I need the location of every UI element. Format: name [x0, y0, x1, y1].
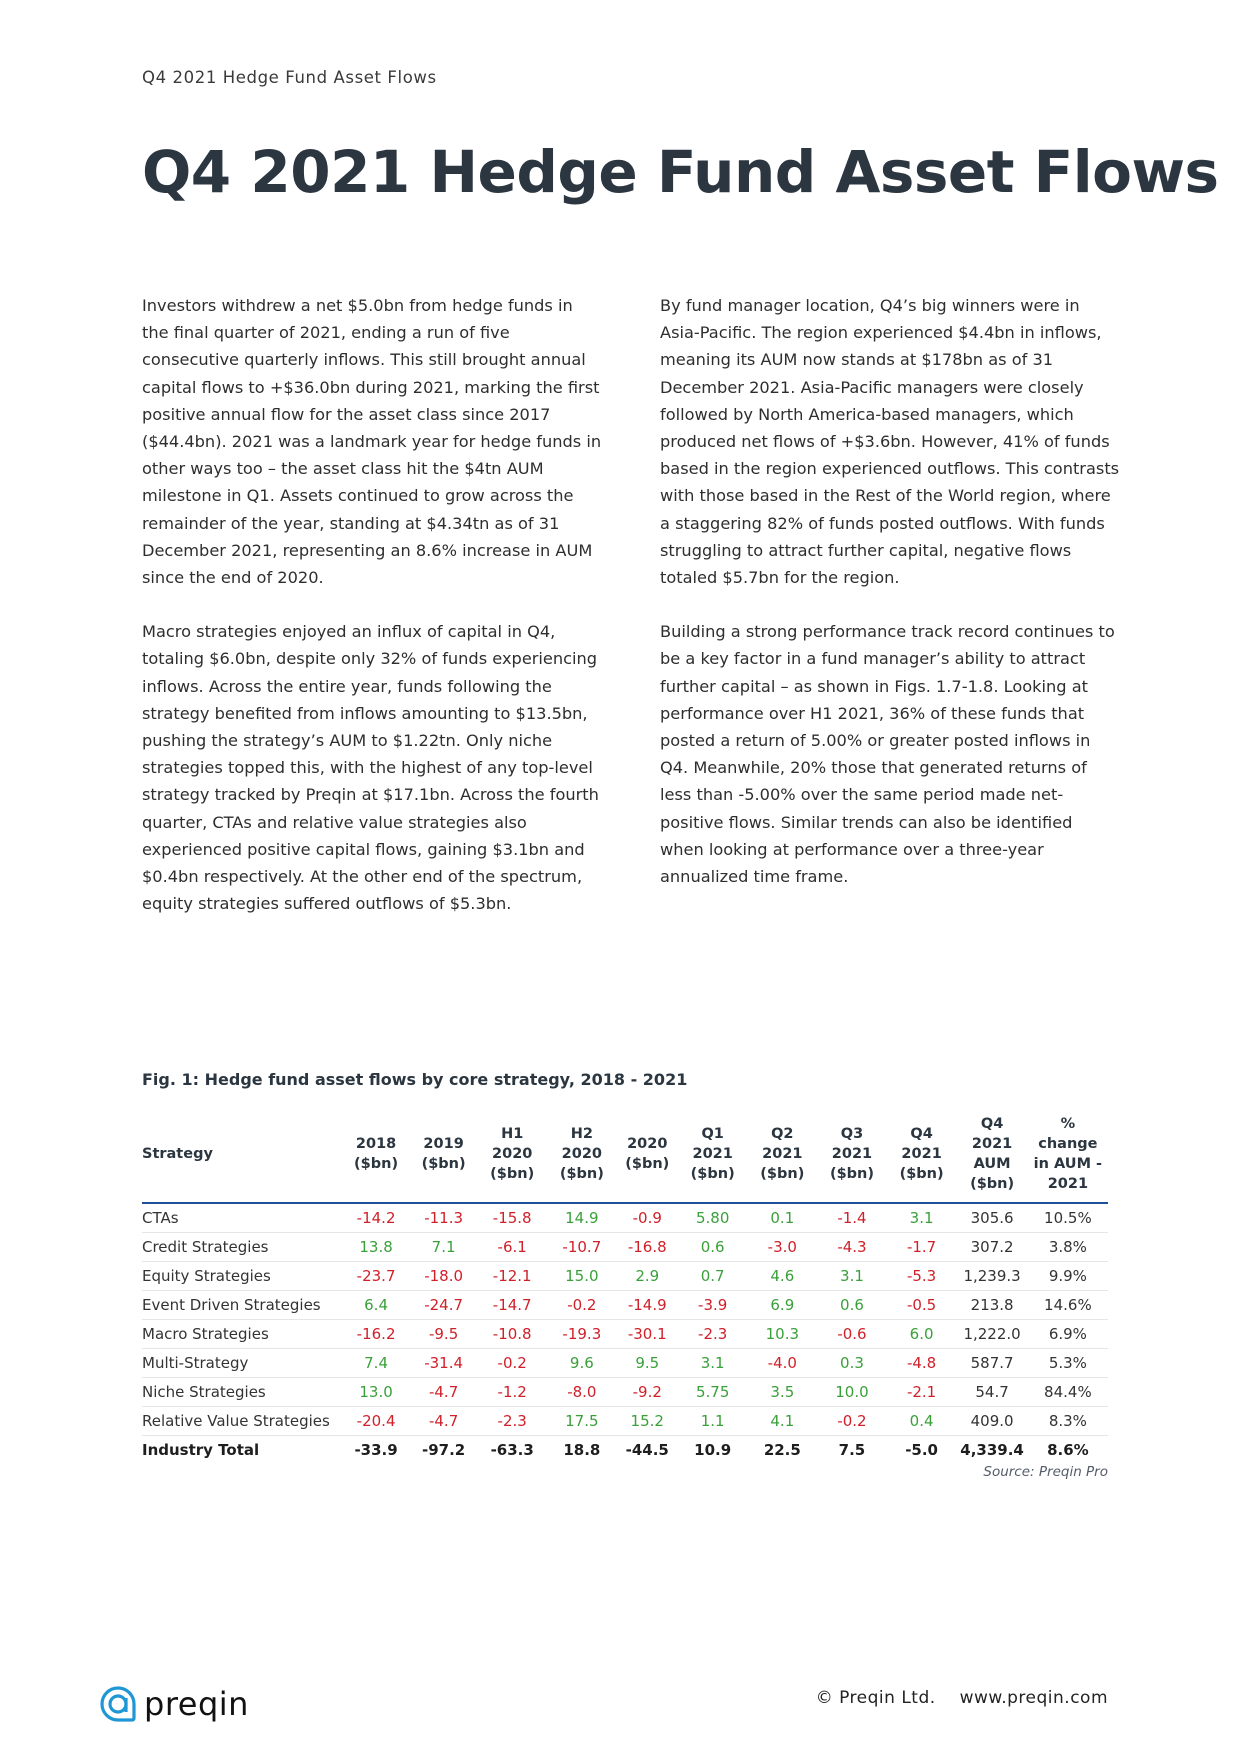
pct-change-cell: 84.4%: [1028, 1378, 1108, 1407]
flow-value-cell: -2.1: [887, 1378, 957, 1407]
strategy-name-cell: Relative Value Strategies: [142, 1407, 342, 1436]
flow-value-cell: 18.8: [563, 1441, 601, 1459]
header-label: Q4 2021: [901, 1126, 942, 1162]
flow-value-cell: -24.7: [410, 1291, 478, 1320]
pct-change-cell: 8.3%: [1028, 1407, 1108, 1436]
header-label: ($bn): [559, 1166, 604, 1182]
column-header: [817, 1110, 887, 1203]
aum-cell: 1,222.0: [956, 1320, 1027, 1349]
flow-value-cell: -4.8: [887, 1349, 957, 1378]
flow-value-cell: -4.7: [410, 1378, 478, 1407]
aum-cell: 4,339.4: [960, 1441, 1024, 1459]
flow-value-cell: 15.0: [547, 1262, 617, 1291]
header-label: ($bn): [625, 1156, 670, 1172]
aum-cell: 213.8: [956, 1291, 1027, 1320]
aum-cell: 1,239.3: [956, 1262, 1027, 1291]
flow-value-cell: 6.9: [748, 1291, 818, 1320]
flow-value-cell: -33.9: [354, 1441, 398, 1459]
header-label: ($bn): [490, 1166, 535, 1182]
flow-value-cell: -15.8: [477, 1203, 547, 1233]
flow-value-cell: -97.2: [421, 1441, 466, 1459]
flow-value-cell: -9.5: [410, 1320, 478, 1349]
flow-value-cell: 0.4: [887, 1407, 957, 1436]
column-header: [617, 1110, 678, 1203]
table-row: [142, 1320, 1108, 1349]
header-label: 2018: [355, 1136, 397, 1152]
flow-value-cell: -5.0: [905, 1441, 938, 1459]
column-header: [477, 1110, 547, 1203]
pct-change-cell: 10.5%: [1028, 1203, 1108, 1233]
column-header: [410, 1110, 478, 1203]
flow-value-cell: 10.3: [748, 1320, 818, 1349]
flow-value-cell: 0.1: [748, 1203, 818, 1233]
header-label: 2020: [627, 1136, 668, 1152]
header-label: ($bn): [354, 1156, 399, 1172]
left-text-column: [142, 292, 602, 944]
header-label: in AUM -: [1033, 1156, 1103, 1172]
column-header: [342, 1110, 410, 1203]
flow-value-cell: 9.6: [547, 1349, 617, 1378]
flow-value-cell: 3.1: [887, 1203, 957, 1233]
flow-value-cell: 7.1: [410, 1233, 478, 1262]
flow-value-cell: 4.1: [748, 1407, 818, 1436]
strategy-name-cell: Multi-Strategy: [142, 1349, 342, 1378]
flow-value-cell: 17.5: [547, 1407, 617, 1436]
flow-value-cell: 0.7: [678, 1262, 748, 1291]
table-row: [142, 1291, 1108, 1320]
table-row: [142, 1203, 1108, 1233]
header-label: AUM: [973, 1156, 1011, 1172]
preqin-logo: [98, 1684, 249, 1724]
strategy-name-cell: Niche Strategies: [142, 1378, 342, 1407]
header-label: Q1 2021: [692, 1126, 733, 1162]
strategy-name-cell: Event Driven Strategies: [142, 1291, 342, 1320]
flow-value-cell: -3.0: [748, 1233, 818, 1262]
flow-value-cell: -44.5: [625, 1441, 669, 1459]
aum-cell: 54.7: [956, 1378, 1027, 1407]
flow-value-cell: -23.7: [342, 1262, 410, 1291]
logo-wordmark: preqin: [144, 1685, 249, 1723]
flow-value-cell: 15.2: [617, 1407, 678, 1436]
flow-value-cell: 5.75: [678, 1378, 748, 1407]
header-label: ($bn): [421, 1156, 466, 1172]
flow-value-cell: -0.2: [817, 1407, 887, 1436]
flow-value-cell: -14.7: [477, 1291, 547, 1320]
header-label: 2021: [1047, 1176, 1089, 1192]
header-label: ($bn): [899, 1166, 944, 1182]
flow-value-cell: -5.3: [887, 1262, 957, 1291]
paragraph: Investors withdrew a net $5.0bn from hedge funds in the final quarter of 2021, ending a run of five consecutive quarterly inflows. This still brought annual capital flows to +$36.0bn during 2021, marking the first positive annual flow for the asset class since 2017 ($44.4bn). 2021 was a landmark year for hedge funds in other ways too – the asset class hit the $4tn AUM milestone in Q1. Assets continued to grow across the remainder of the year, standing at $4.34tn as of 31 December 2021, representing an 8.6% increase in AUM since the end of 2020.: [142, 296, 602, 588]
header-label: ($bn): [690, 1166, 735, 1182]
paragraph: Building a strong performance track record continues to be a key factor in a fund manager’s ability to attract further capital – as shown in Figs. 1.7-1.8. Looking at performance over H1 2021, 36% of these funds that posted a return of 5.00% or greater posted inflows in Q4. Meanwhile, 20% those that generated returns of less than -5.00% over the same period made net-positive flows. Similar trends can also be identified when looking at performance over a three-year annualized time frame.: [660, 622, 1115, 887]
header-label: ($bn): [760, 1166, 805, 1182]
copyright-text: © Preqin Ltd.: [815, 1688, 936, 1708]
flow-value-cell: 7.5: [838, 1441, 866, 1459]
flow-value-cell: -18.0: [410, 1262, 478, 1291]
flow-value-cell: -0.5: [887, 1291, 957, 1320]
pct-change-cell: 14.6%: [1028, 1291, 1108, 1320]
table-header-row: [142, 1110, 1108, 1203]
flow-value-cell: -2.3: [678, 1320, 748, 1349]
asset-flows-table: [142, 1110, 1108, 1464]
pct-change-cell: 5.3%: [1028, 1349, 1108, 1378]
flow-value-cell: -16.2: [342, 1320, 410, 1349]
flow-value-cell: -2.3: [477, 1407, 547, 1436]
flow-value-cell: 13.8: [342, 1233, 410, 1262]
flow-value-cell: 0.3: [817, 1349, 887, 1378]
header-label: Q2 2021: [762, 1126, 803, 1162]
aum-cell: 305.6: [956, 1203, 1027, 1233]
flow-value-cell: 9.5: [617, 1349, 678, 1378]
flow-value-cell: -10.8: [477, 1320, 547, 1349]
header-label: ($bn): [829, 1166, 874, 1182]
flow-value-cell: 10.0: [817, 1378, 887, 1407]
column-header: [748, 1110, 818, 1203]
column-header: [887, 1110, 957, 1203]
flow-value-cell: -0.2: [477, 1349, 547, 1378]
flow-value-cell: -20.4: [342, 1407, 410, 1436]
right-text-column: [660, 292, 1120, 917]
table-row: [142, 1262, 1108, 1291]
flow-value-cell: -4.0: [748, 1349, 818, 1378]
table-row: [142, 1407, 1108, 1436]
flow-value-cell: 3.5: [748, 1378, 818, 1407]
flow-value-cell: -1.7: [887, 1233, 957, 1262]
figure-title: Fig. 1: Hedge fund asset flows by core strategy, 2018 - 2021: [142, 1070, 688, 1089]
preqin-at-logo-icon: [98, 1684, 138, 1724]
flow-value-cell: -4.3: [817, 1233, 887, 1262]
running-header: Q4 2021 Hedge Fund Asset Flows: [142, 68, 437, 87]
header-label: Q4 2021: [971, 1116, 1013, 1152]
flow-value-cell: 22.5: [763, 1441, 801, 1459]
strategy-name-cell: Equity Strategies: [142, 1262, 342, 1291]
website-link[interactable]: www.preqin.com: [959, 1688, 1108, 1708]
flow-value-cell: -16.8: [617, 1233, 678, 1262]
table-total-row: [142, 1436, 1108, 1465]
flow-value-cell: 2.9: [617, 1262, 678, 1291]
header-label: H1 2020: [492, 1126, 533, 1162]
flow-value-cell: 3.1: [817, 1262, 887, 1291]
flow-value-cell: -12.1: [477, 1262, 547, 1291]
aum-cell: 587.7: [956, 1349, 1027, 1378]
flow-value-cell: -19.3: [547, 1320, 617, 1349]
table-row: [142, 1233, 1108, 1262]
flow-value-cell: -0.9: [617, 1203, 678, 1233]
column-header: [956, 1110, 1027, 1203]
flow-value-cell: -0.2: [547, 1291, 617, 1320]
column-header: [678, 1110, 748, 1203]
flow-value-cell: 0.6: [678, 1233, 748, 1262]
header-label: H2 2020: [561, 1126, 603, 1162]
flow-value-cell: -14.9: [617, 1291, 678, 1320]
pct-change-cell: 3.8%: [1028, 1233, 1108, 1262]
flow-value-cell: -1.2: [477, 1378, 547, 1407]
flow-value-cell: -14.2: [342, 1203, 410, 1233]
pct-change-cell: 6.9%: [1028, 1320, 1108, 1349]
header-label: ($bn): [970, 1176, 1015, 1192]
flow-value-cell: -6.1: [477, 1233, 547, 1262]
flow-value-cell: -9.2: [617, 1378, 678, 1407]
flow-value-cell: -30.1: [617, 1320, 678, 1349]
flow-value-cell: -8.0: [547, 1378, 617, 1407]
pct-change-cell: 9.9%: [1028, 1262, 1108, 1291]
header-label: 2019: [423, 1136, 464, 1152]
flow-value-cell: -10.7: [547, 1233, 617, 1262]
flow-value-cell: -31.4: [410, 1349, 478, 1378]
flow-value-cell: 5.80: [678, 1203, 748, 1233]
flow-value-cell: -63.3: [490, 1441, 534, 1459]
table-row: [142, 1349, 1108, 1378]
aum-cell: 307.2: [956, 1233, 1027, 1262]
flow-value-cell: -4.7: [410, 1407, 478, 1436]
flow-value-cell: 14.9: [547, 1203, 617, 1233]
flow-value-cell: 4.6: [748, 1262, 818, 1291]
paragraph: By fund manager location, Q4’s big winners were in Asia-Pacific. The region experienced $4.4bn in inflows, meaning its AUM now stands at $178bn as of 31 December 2021. Asia-Pacific managers were closely followed by North America-based managers, which produced net flows of +$3.6bn. However, 41% of funds based in the region experienced outflows. This contrasts with those based in the Rest of the World region, where a staggering 82% of funds posted outflows. With funds struggling to attract further capital, negative flows totaled $5.7bn for the region.: [660, 296, 1120, 588]
flow-value-cell: 6.0: [887, 1320, 957, 1349]
flow-value-cell: 1.1: [678, 1407, 748, 1436]
strategy-name-cell: CTAs: [142, 1203, 342, 1233]
flow-value-cell: 3.1: [678, 1349, 748, 1378]
strategy-name-cell: Credit Strategies: [142, 1233, 342, 1262]
flow-value-cell: 6.4: [342, 1291, 410, 1320]
column-header: [1028, 1110, 1108, 1203]
aum-cell: 409.0: [956, 1407, 1027, 1436]
flow-value-cell: 0.6: [817, 1291, 887, 1320]
pct-change-cell: 8.6%: [1047, 1441, 1089, 1459]
header-label: % change: [1038, 1116, 1098, 1152]
flow-value-cell: -3.9: [678, 1291, 748, 1320]
column-header-strategy: [142, 1110, 342, 1203]
column-header: [547, 1110, 617, 1203]
footer-info: [816, 1688, 1108, 1708]
flow-value-cell: -0.6: [817, 1320, 887, 1349]
flow-value-cell: -11.3: [410, 1203, 478, 1233]
header-label: Strategy: [142, 1146, 213, 1162]
figure-source: Source: Preqin Pro: [983, 1464, 1108, 1480]
paragraph: Macro strategies enjoyed an influx of capital in Q4, totaling $6.0bn, despite only 32% of funds experiencing inflows. Across the entire year, funds following the strategy benefited from inflows amounting to $13.5bn, pushing the strategy’s AUM to $1.22tn. Only niche strategies topped this, with the highest of any top-level strategy tracked by Preqin at $17.1bn. Across the fourth quarter, CTAs and relative value strategies also experienced positive capital flows, gaining $3.1bn and $0.4bn respectively. At the other end of the spectrum, equity strategies suffered outflows of $5.3bn.: [142, 622, 599, 914]
flow-value-cell: 13.0: [342, 1378, 410, 1407]
strategy-name-cell: Macro Strategies: [142, 1320, 342, 1349]
flow-value-cell: 10.9: [694, 1441, 732, 1459]
header-label: Q3 2021: [831, 1126, 873, 1162]
page-title: Q4 2021 Hedge Fund Asset Flows: [142, 138, 1219, 206]
flow-value-cell: 7.4: [342, 1349, 410, 1378]
table-row: [142, 1378, 1108, 1407]
strategy-name-cell: Industry Total: [142, 1441, 260, 1459]
flow-value-cell: -1.4: [817, 1203, 887, 1233]
